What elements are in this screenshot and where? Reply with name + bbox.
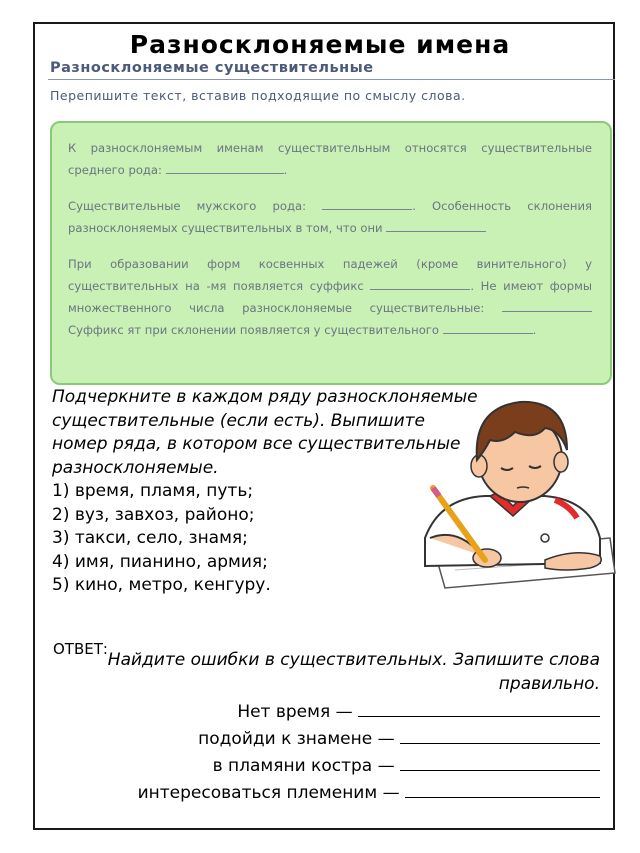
task2-question: Подчеркните в каждом ряду разносклоняемые существительные (если есть). Выпишите номер ряда, в котором все существительные разносклоняемые. [52,387,478,478]
correction-line-2: подойди к знамене — [198,727,600,749]
answer-blank [400,727,600,744]
page-title: Разносклоняемые имена [129,30,511,59]
blank-field [502,301,592,312]
blank-field [443,323,533,334]
blank-field [386,221,486,232]
list-item: 2) вуз, завхоз, районо; [52,504,255,525]
list-item: 5) кино, метро, кенгуру. [52,575,271,595]
list-item: 1) время, пламя, путь; [52,481,254,501]
correction-line-4: интересоваться племеним — [138,781,600,803]
task1-instruction: Перепишите текст, вставив подходящие по смыслу слова. [50,88,466,103]
correction-line-3: в пламяни костра — [213,754,600,776]
boy-writing-icon [395,388,617,593]
section-subtitle: Разносклоняемые существительные [50,60,374,76]
task1-text-box [50,121,612,385]
answer-label: ОТВЕТ: [53,640,108,658]
task1-paragraph-2: Существительные мужского рода: . Особенность склонения разносклоняемых существительных в том, что они [68,199,592,235]
task1-paragraph-1: К разносклоняемым именам существительным относятся существительные среднего рода: . [68,141,592,177]
task3-question: Найдите ошибки в существительных. Запишите слова правильно. [107,650,600,694]
answer-blank [358,700,600,717]
answer-blank [405,781,600,798]
task1-paragraph-3: При образовании форм косвенных падежей (кроме винительного) у существительных на -мя появляется суффикс . Не имеют формы множественного числа разносклоняемые существительные: Суффикс ят при склонении появляется у существительного . [68,257,592,337]
blank-field [370,279,470,290]
subtitle-divider [48,79,615,80]
blank-field [166,163,284,174]
list-item: 4) имя, пианино, армия; [52,551,268,572]
list-item: 3) такси, село, знамя; [52,528,248,548]
blank-field [322,199,412,210]
correction-line-1: Нет время — [237,700,600,722]
answer-blank [400,754,600,771]
